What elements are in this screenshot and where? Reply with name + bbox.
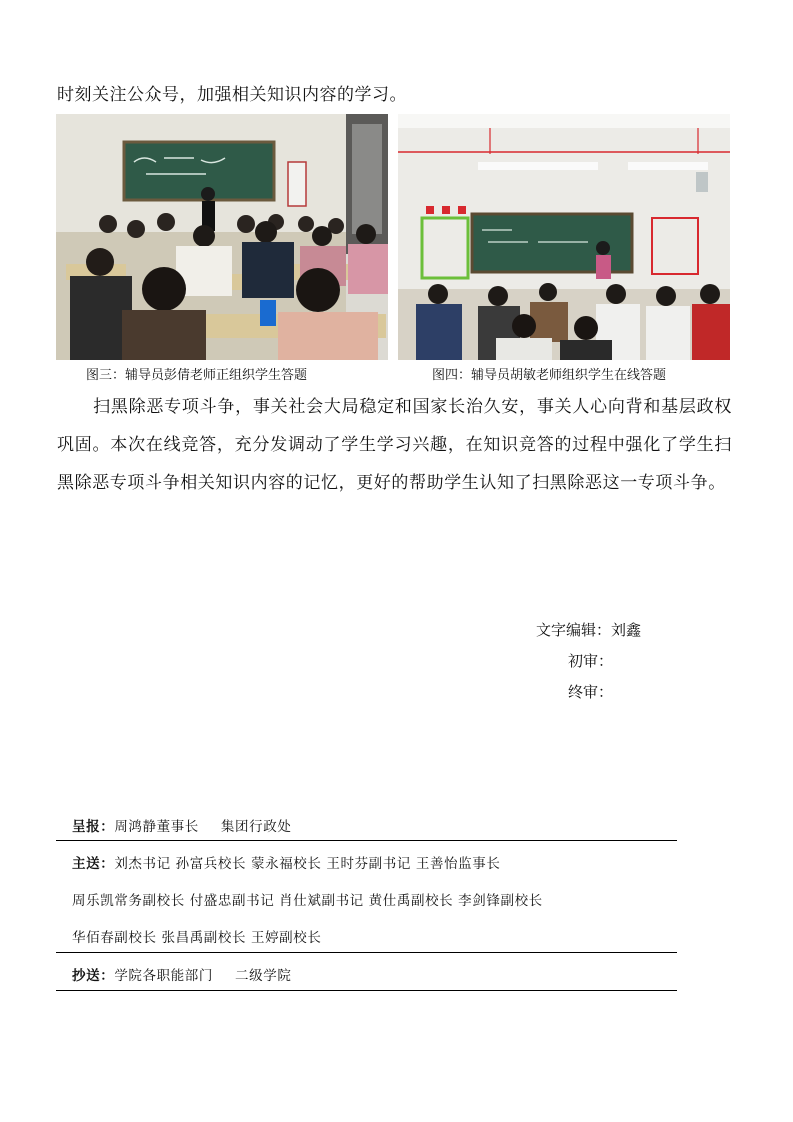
classroom-photo-3 xyxy=(56,114,388,360)
classroom-photo-4 xyxy=(398,114,730,360)
divider-line xyxy=(56,840,677,841)
first-review-signature: 初审： xyxy=(568,652,614,670)
zhusong-row-3: 华佰春副校长 张昌禹副校长 王婷副校长 xyxy=(72,930,322,946)
chaosong-recipient-1: 学院各职能部门 xyxy=(114,968,214,984)
divider-line xyxy=(56,990,677,991)
figure-3-caption: 图三：辅导员彭倩老师正组织学生答题 xyxy=(86,368,308,383)
chaosong-row xyxy=(72,964,291,984)
final-review-signature: 终审： xyxy=(568,683,614,701)
body-paragraph xyxy=(57,388,732,502)
chaosong-label: 抄送： xyxy=(72,968,115,984)
zhusong-label: 主送： xyxy=(72,856,115,872)
chengbao-recipient-1: 周鸿静董事长 xyxy=(114,819,199,835)
zhusong-row-2: 周乐凯常务副校长 付盛忠副书记 肖仕斌副书记 黄仕禹副校长 李剑锋副校长 xyxy=(72,893,543,909)
chengbao-row xyxy=(72,815,291,835)
zhusong-recipients-1: 刘杰书记 孙富兵校长 蒙永福校长 王时芬副书记 王善怡监事长 xyxy=(114,856,501,872)
chengbao-recipient-2: 集团行政处 xyxy=(220,819,292,835)
body-paragraph-text: 扫黑除恶专项斗争，事关社会大局稳定和国家长治久安，事关人心向背和基层政权巩固。本次在线竞答，充分发调动了学生学习兴趣，在知识竞答的过程中强化了学生扫黑除恶专项斗争相关知识内容的记忆，更好的帮助学生认知了扫黑除恶这一专项斗争。 xyxy=(57,397,732,493)
figure-4-caption: 图四：辅导员胡敏老师组织学生在线答题 xyxy=(432,368,667,383)
chaosong-recipient-2: 二级学院 xyxy=(235,968,292,984)
zhusong-row-1 xyxy=(72,852,500,872)
chengbao-label: 呈报： xyxy=(72,819,115,835)
divider-line xyxy=(56,952,677,953)
editor-signature: 文字编辑：刘鑫 xyxy=(536,621,642,639)
intro-text-line: 时刻关注公众号，加强相关知识内容的学习。 xyxy=(57,85,407,105)
